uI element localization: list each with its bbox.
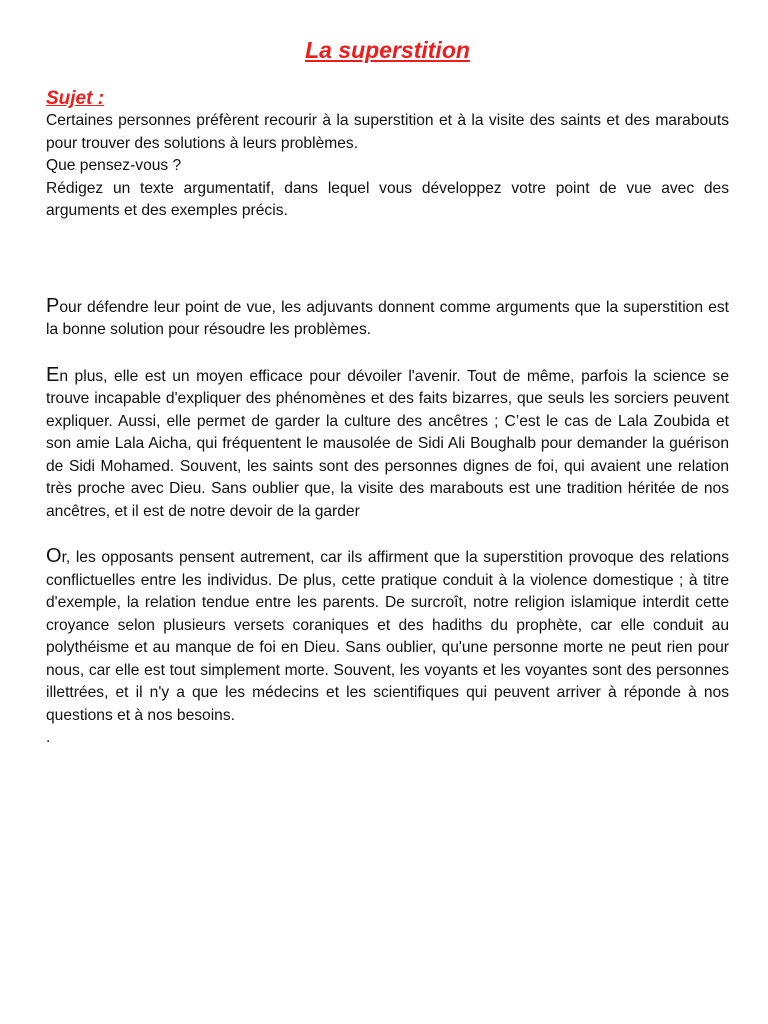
trailing-period: . — [46, 729, 51, 746]
subject-statement: Certaines personnes préfèrent recourir à la superstition et à la visite des saints et des marabouts pour trouver des solutions à leurs problèmes. — [46, 112, 729, 152]
subject-label: Sujet : — [46, 88, 105, 109]
paragraph-initial: P — [46, 294, 60, 317]
page-title: La superstition — [305, 37, 470, 63]
subject-instruction: Rédigez un texte argumentatif, dans lequel vous développez votre point de vue avec des arguments et des exemples précis. — [46, 179, 729, 219]
document-page — [46, 30, 729, 750]
paragraph-initial: E — [46, 363, 60, 386]
paragraph-text: r, les opposants pensent autrement, car ils affirment que la superstition provoque des relations conflictuelles entre les individus. De plus, cette pratique conduit à la violence domestique ; à titre d'exemple, la relation tendue entre les parents. De surcroît, notre religion islamique interdit cette croyance selon plusieurs versets coraniques et des hadiths du prophète, car elle conduit au polythéisme et au manque de foi en Dieu. Sans oublier, qu'une personne morte ne peut rien pour nous, car elle est tout simplement morte. Souvent, les voyants et les voyantes sont des personnes illettrées, et il n'y a que les médecins et les scientifiques qui peuvent arriver à réponde à nos questions et à nos besoins. — [46, 549, 729, 724]
paragraph-text: n plus, elle est un moyen efficace pour dévoiler l'avenir. Tout de même, parfois la science se trouve incapable d'expliquer des phénomènes et des faits bizarres, que seuls les sorciers peuvent expliquer. Aussi, elle permet de garder la culture des ancêtres ; C’est le cas de Lala Zoubida et son amie Lala Aicha, qui fréquentent le mausolée de Sidi Ali Boughalb pour demander la guérison de Sidi Mohamed. Souvent, les saints sont des personnes dignes de foi, qui avaient une relation très proche avec Dieu. Sans oublier que, la visite des marabouts est une tradition héritée de nos ancêtres, et il est de notre devoir de la garder — [46, 367, 729, 520]
subject-question: Que pensez-vous ? — [46, 157, 182, 174]
paragraph-initial: O — [46, 545, 62, 567]
subject-section — [46, 88, 729, 223]
essay-paragraph-arguments-for — [46, 364, 729, 524]
essay-body — [46, 295, 729, 750]
paragraph-text: our défendre leur point de vue, les adjuvants donnent comme arguments que la superstition est la bonne solution pour résoudre les problèmes. — [46, 298, 729, 338]
essay-paragraph-thesis — [46, 295, 729, 342]
essay-paragraph-arguments-against — [46, 545, 729, 727]
